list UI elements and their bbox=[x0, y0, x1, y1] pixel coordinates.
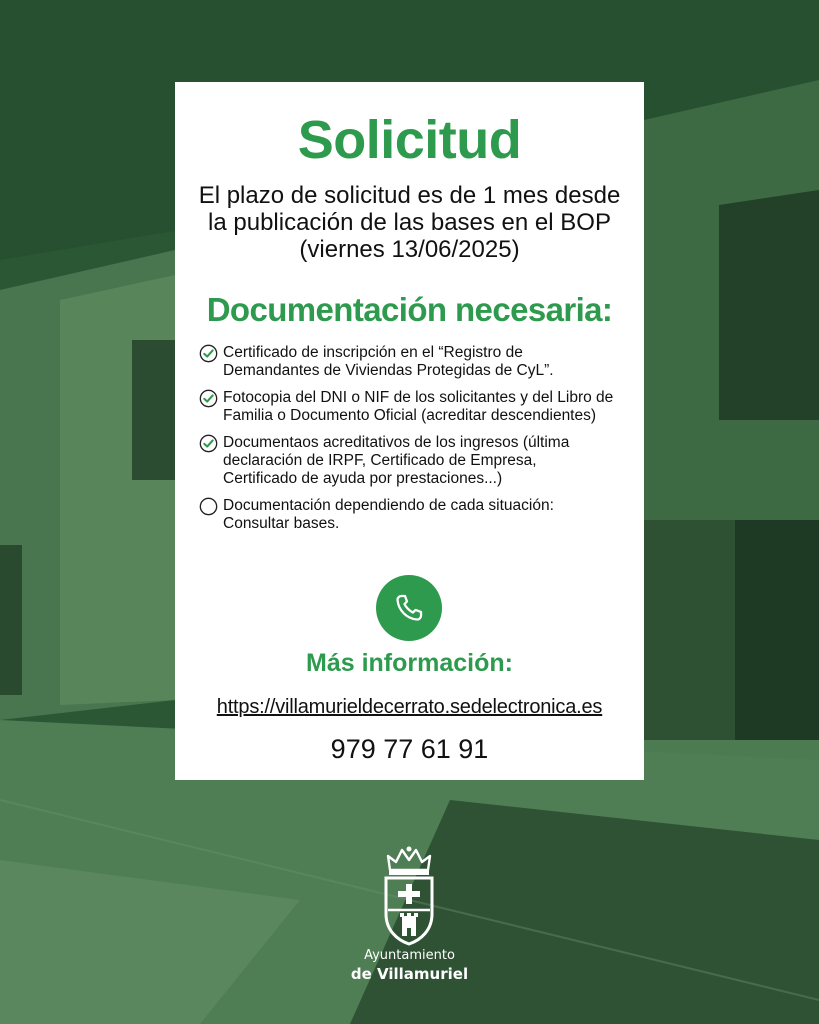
item-line: Consultar bases. bbox=[223, 515, 340, 532]
more-info-heading: Más información: bbox=[306, 649, 513, 677]
item-line: Fotocopia del DNI o NIF de los solicitantes y del Libro de bbox=[223, 389, 614, 406]
logo-line-1: Ayuntamiento bbox=[364, 948, 455, 963]
item-line: Documentación dependiendo de cada situación: bbox=[223, 497, 554, 514]
documentation-list bbox=[199, 344, 624, 542]
empty-circle-icon bbox=[199, 497, 218, 516]
logo-line-2: de Villamuriel bbox=[350, 965, 469, 983]
check-circle-icon bbox=[199, 389, 218, 408]
documentation-item bbox=[199, 389, 624, 425]
deadline-text bbox=[195, 182, 624, 263]
item-line: Familia o Documento Oficial (acreditar descendientes) bbox=[223, 407, 597, 424]
deadline-line: la publicación de las bases en el BOP bbox=[208, 209, 611, 236]
phone-icon bbox=[392, 591, 426, 625]
check-circle-icon bbox=[199, 434, 218, 453]
deadline-line: El plazo de solicitud es de 1 mes desde bbox=[198, 182, 621, 209]
info-card bbox=[175, 82, 644, 780]
item-line: Demandantes de Viviendas Protegidas de CyL”. bbox=[223, 362, 554, 379]
page-title: Solicitud bbox=[297, 110, 522, 170]
item-line: Certificado de ayuda por prestaciones...) bbox=[223, 470, 503, 487]
documentation-item bbox=[199, 434, 624, 488]
documentation-item bbox=[199, 344, 624, 380]
item-line: Documentaos acreditativos de los ingresos (última bbox=[223, 434, 570, 451]
phone-number: 979 77 61 91 bbox=[330, 734, 489, 764]
documentation-item bbox=[199, 497, 624, 533]
logo-text bbox=[0, 948, 819, 984]
check-circle-icon bbox=[199, 344, 218, 363]
website-link[interactable]: https://villamurieldecerrato.sedelectronica.es bbox=[216, 696, 603, 718]
documentation-heading: Documentación necesaria: bbox=[206, 291, 613, 328]
item-line: Certificado de inscripción en el “Registro de bbox=[223, 344, 523, 361]
deadline-line: (viernes 13/06/2025) bbox=[299, 236, 520, 263]
phone-button[interactable] bbox=[376, 575, 442, 641]
item-line: declaración de IRPF, Certificado de Empresa, bbox=[223, 452, 537, 469]
coat-of-arms-icon bbox=[380, 844, 438, 946]
